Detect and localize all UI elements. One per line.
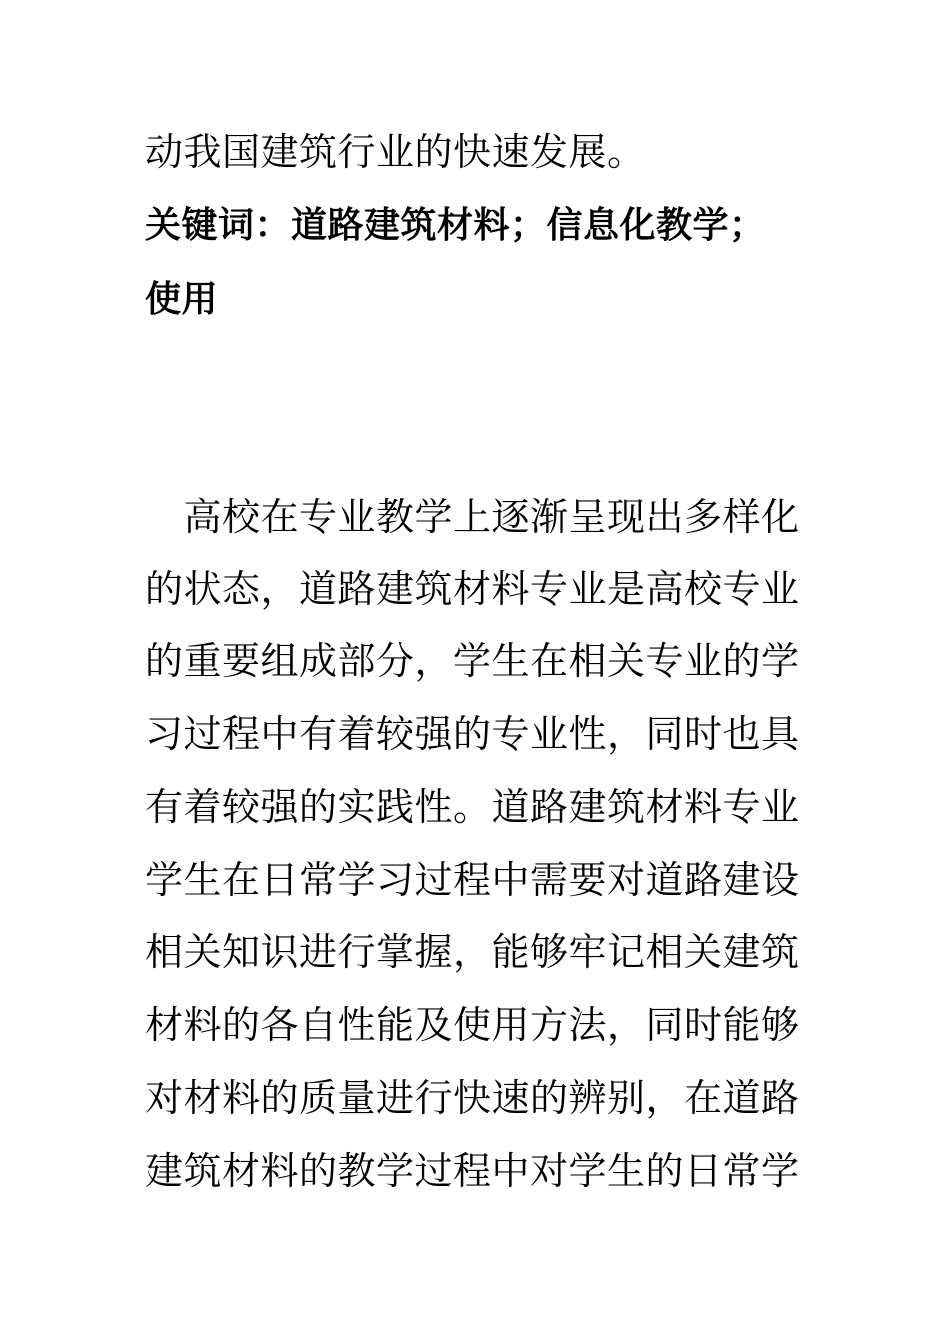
keywords-text-2: 使用 — [145, 279, 219, 320]
body-line-text: 材料的各自性能及使用方法，同时能够 — [145, 1003, 800, 1047]
body-line-text: 的重要组成部分，学生在相关专业的学 — [145, 639, 800, 683]
body-line-text: 对材料的质量进行快速的辨别，在道路 — [145, 1076, 800, 1120]
body-line-text: 高校在专业教学上逐渐呈现出多样化 — [145, 495, 800, 539]
body-line-text: 习过程中有着较强的专业性，同时也具 — [145, 712, 800, 756]
body-line-text: 相关知识进行掌握，能够牢记相关建筑 — [145, 930, 800, 974]
body-line-text: 有着较强的实践性。道路建筑材料专业 — [145, 785, 800, 829]
body-line-text: 学生在日常学习过程中需要对道路建设 — [145, 858, 800, 902]
body-line-text: 的状态，道路建筑材料专业是高校专业 — [145, 567, 800, 611]
body-line-text: 建筑材料的教学过程中对学生的日常学 — [145, 1149, 800, 1193]
abstract-tail-text: 动我国建筑行业的快速发展。 — [145, 130, 646, 174]
keywords-text-1: 关键词：道路建筑材料；信息化教学； — [145, 205, 766, 246]
